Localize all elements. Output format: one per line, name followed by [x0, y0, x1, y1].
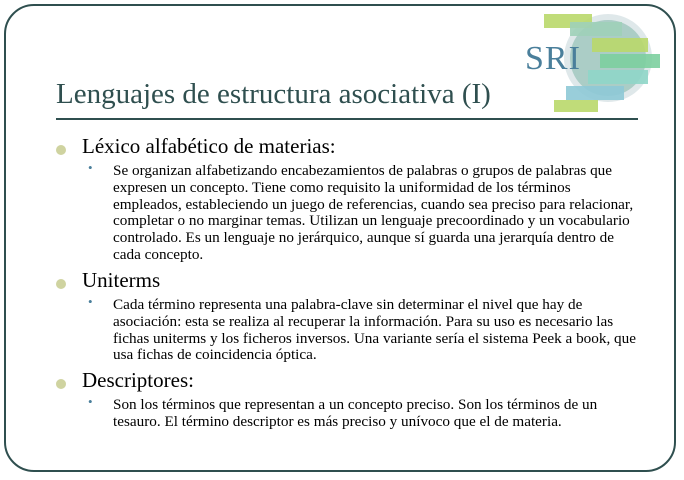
item-description: Cada término representa una palabra-clave sin determinar el nivel que hay de asociación: esta se realiza al recuperar la información. Para su uso es necesario las fichas uniterms y los ficheros inversos. Una variante sería el sistema Peek a book, que usa fichas de coincidencia óptica. — [113, 296, 636, 364]
item-description: Se organizan alfabetizando encabezamientos de palabras o grupos de palabras que expresen un concepto. Tiene como requisito la uniformidad de los términos empleados, estableciendo un juego de referencias, cuando sea preciso para relacionar, completar o no marginar temas. Utilizan un lenguaje precoordinado y un vocabulario controlado. Es un lenguaje no jerárquico, aunque sí guarda una jerarquía dentro de cada concepto. — [113, 162, 634, 263]
item-description: Son los términos que representan a un concepto preciso. Son los términos de un tesauro. El término descriptor es más preciso y unívoco que el de materia. — [113, 396, 598, 430]
item-heading: Descriptores: — [82, 368, 194, 392]
bullet-icon — [56, 279, 66, 289]
sub-bullet-icon: • — [88, 160, 93, 175]
item-heading: Uniterms — [82, 268, 161, 292]
logo-text: SRI — [525, 40, 581, 77]
item-heading: Léxico alfabético de materias: — [82, 134, 336, 158]
sub-bullet-icon: • — [88, 394, 93, 409]
bullet-icon — [56, 379, 66, 389]
slide-title: Lenguajes de estructura asociativa (I) — [56, 78, 491, 110]
title-underline — [56, 118, 638, 120]
sub-bullet-icon: • — [88, 294, 93, 309]
bullet-icon — [56, 145, 66, 155]
